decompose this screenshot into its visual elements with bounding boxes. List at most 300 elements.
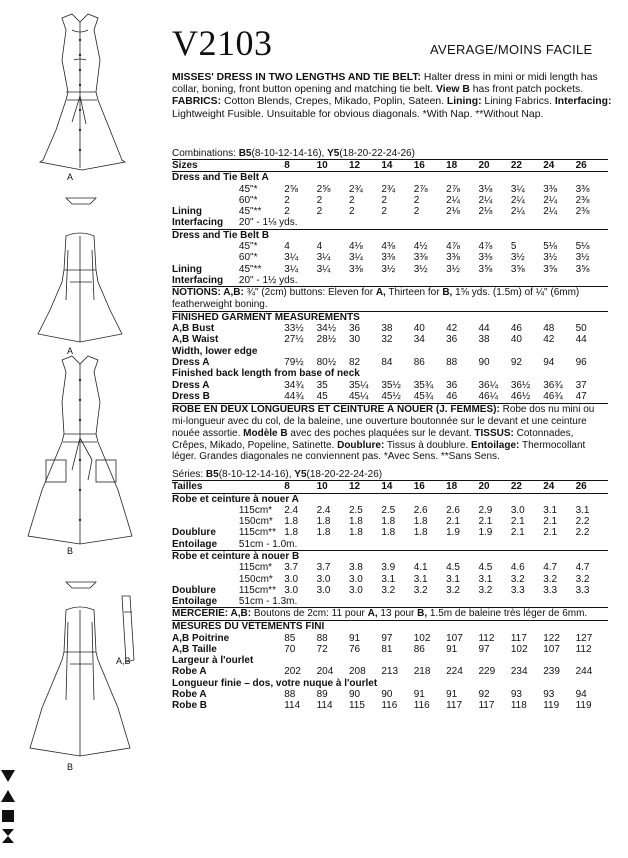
yardage-value: 3.9 <box>381 562 396 574</box>
fabric-width: 45"** <box>238 263 262 275</box>
yardage-value: 3.1 <box>446 573 460 585</box>
view-a-back-label: A <box>67 346 74 356</box>
desc-fr-interfacing-heading: Entoilage: <box>471 439 520 451</box>
yardage-value: 3¼ <box>316 263 331 275</box>
combo-b5-range: (8-10-12-14-16), <box>251 148 328 159</box>
yardage-value: 3.2 <box>478 584 493 596</box>
yardage-value: 3¼ <box>284 252 299 264</box>
desc-heading: MISSES' DRESS IN TWO LENGTHS AND TIE BELT: <box>172 72 421 83</box>
table-row <box>172 574 608 585</box>
yardage-value: 2¼ <box>510 206 525 218</box>
combo-b5: B5 <box>238 148 252 159</box>
measurement-value: 112 <box>478 632 495 644</box>
table-row <box>172 633 608 644</box>
measurement-value: 88 <box>446 357 458 369</box>
hourglass-icon[interactable] <box>0 828 16 844</box>
measurement-value: 35¾ <box>413 379 434 391</box>
measurement-value: 35¼ <box>348 379 369 391</box>
measurement-value: 40 <box>510 334 522 346</box>
yardage-value: 2 <box>413 194 420 206</box>
table-row <box>172 551 608 563</box>
measurement-value: 102 <box>510 643 528 655</box>
yardage-value: 2.1 <box>478 516 493 528</box>
measurement-value: 122 <box>543 632 560 644</box>
yardage-value: 1.8 <box>316 527 331 539</box>
size-value: 24 <box>543 481 555 493</box>
section-title: Finished back length from base of neck <box>172 368 360 380</box>
measurement-value: 213 <box>381 666 399 678</box>
measurement-value: 118 <box>510 700 527 712</box>
notions-fr-text-3: 1.5m de baleine très léger de 6mm. <box>427 608 588 620</box>
table-row <box>172 644 608 655</box>
measurement-value: 89 <box>316 689 328 701</box>
table-row <box>172 357 608 368</box>
desc-fr-lining-heading: Doublure: <box>337 439 385 451</box>
table-row <box>172 562 608 573</box>
yardage-value: 2⅞ <box>413 183 428 195</box>
yardage-value: 4.7 <box>575 562 590 574</box>
fabric-width: 115cm** <box>238 527 276 539</box>
desc-fr-heading: ROBE EN DEUX LONGUEURS ET CEINTURE À NOUER (J. FEMMES): <box>172 404 500 416</box>
combo-y5-range: (18-20-22-24-26) <box>339 148 415 159</box>
size-value: 14 <box>381 160 393 171</box>
table-row <box>172 160 608 172</box>
notions-b: B, <box>442 287 453 299</box>
yardage-value: 3.2 <box>543 573 558 585</box>
measurement-value: 234 <box>510 666 528 678</box>
view-b-front-drawing <box>28 356 132 544</box>
yardage-value: 4 <box>284 241 290 253</box>
yardage-value: 2 <box>348 206 355 218</box>
desc-lining-heading: Lining: <box>446 96 482 108</box>
measurement-value: 94 <box>543 357 555 369</box>
row-label: Entoilage <box>172 596 218 608</box>
yardage-value: 3⅜ <box>381 252 396 264</box>
table-row <box>172 621 608 633</box>
description-french <box>172 403 608 463</box>
yardage-value: 3.0 <box>348 584 363 596</box>
measurement-value: 80½ <box>316 357 337 369</box>
desc-fabrics-heading: FABRICS: <box>172 96 222 108</box>
section-title: Longueur finie – dos, votre nuque à l'ourlet <box>172 677 378 689</box>
desc-text-2: has front patch pockets. <box>469 84 584 96</box>
table-row <box>172 241 608 252</box>
description-english <box>172 72 612 121</box>
sizes-header: Sizes <box>172 160 198 171</box>
row-label: A,B Bust <box>172 323 215 335</box>
view-b-back-label: B <box>67 762 74 772</box>
table-row <box>172 481 608 493</box>
yardage-value: 3⅝ <box>478 263 493 275</box>
yardage-value: 4.6 <box>510 562 525 574</box>
measurement-value: 45½ <box>381 390 401 402</box>
measurement-value: 46¼ <box>478 390 498 402</box>
combinations-label: Combinations: <box>172 148 239 159</box>
row-label: Dress B <box>172 390 210 402</box>
combinations-line <box>172 148 608 159</box>
section-title: Dress and Tie Belt B <box>172 229 270 241</box>
table-row <box>172 172 608 184</box>
yardage-value: 3.0 <box>316 573 331 585</box>
yardage-value: 3⅝ <box>575 263 590 275</box>
measurement-value: 114 <box>316 700 333 712</box>
measurement-value: 119 <box>575 700 592 712</box>
measurement-value: 116 <box>381 700 398 712</box>
yardage-value: 1.9 <box>478 527 493 539</box>
measurement-value: 117 <box>478 700 495 712</box>
section-title: Dress and Tie Belt A <box>172 172 269 184</box>
size-value: 12 <box>348 481 361 493</box>
yardage-value: 5 <box>510 241 517 253</box>
yardage-value: 3.1 <box>543 504 558 516</box>
yardage-value: 2¾ <box>348 183 363 195</box>
measurement-value: 97 <box>381 632 393 644</box>
yardage-value: 4⅞ <box>478 241 493 253</box>
yardage-value: 1.8 <box>413 516 428 528</box>
measurement-value: 117 <box>510 632 527 644</box>
interfacing-value: 20" - 1½ yds. <box>238 274 298 286</box>
measurement-value: 92 <box>510 357 522 369</box>
section-title: MESURES DU VÊTEMENTS FINI <box>172 621 325 633</box>
yardage-value: 4⅛ <box>348 241 363 253</box>
yardage-table-english <box>172 159 608 286</box>
sizes-header: Tailles <box>172 481 203 493</box>
triangle-up-icon[interactable] <box>0 788 16 804</box>
yardage-value: 3½ <box>413 263 428 275</box>
size-value: 20 <box>478 160 490 171</box>
table-row <box>172 539 608 551</box>
view-b-back-drawing <box>30 607 130 756</box>
difficulty-label: AVERAGE/MOINS FACILE <box>430 42 593 57</box>
yardage-value: 2¼ <box>543 194 558 206</box>
measurement-value: 45 <box>316 390 328 402</box>
measurement-value: 36½ <box>510 379 531 391</box>
row-label <box>172 505 239 516</box>
yardage-value: 2 <box>348 194 355 206</box>
measurement-value: 224 <box>446 666 463 678</box>
row-label: A,B Poitrine <box>172 632 230 644</box>
size-value: 22 <box>510 160 522 171</box>
view-a-back-drawing <box>38 233 122 342</box>
measurement-value: 86 <box>413 643 425 655</box>
yardage-value: 3.0 <box>348 573 363 585</box>
yardage-value: 2¼ <box>510 194 525 206</box>
yardage-value: 5⅛ <box>575 241 590 253</box>
interfacing-value: 20" - 1⅛ yds. <box>238 217 298 229</box>
technical-drawings-column <box>0 0 160 858</box>
yardage-value: 3½ <box>543 252 558 264</box>
yardage-value: 3¼ <box>510 183 525 195</box>
measurement-value: 34½ <box>316 323 337 335</box>
size-value: 26 <box>575 160 587 171</box>
size-value: 8 <box>284 160 290 171</box>
yardage-value: 2.2 <box>575 516 590 528</box>
yardage-value: 4⅜ <box>381 241 396 253</box>
yardage-value: 4.1 <box>413 562 428 574</box>
fabric-width: 45"** <box>238 206 262 218</box>
yardage-value: 3.2 <box>413 584 428 596</box>
yardage-value: 3.8 <box>348 562 363 574</box>
interfacing-value: 51cm - 1.0m. <box>238 538 298 550</box>
yardage-value: 2⅜ <box>575 194 590 206</box>
measurement-value: 202 <box>284 666 301 678</box>
measurement-value: 107 <box>543 643 560 655</box>
measurement-value: 45¾ <box>413 390 434 402</box>
yardage-value: 3.7 <box>316 562 331 574</box>
table-row <box>172 195 608 206</box>
yardage-value: 1.9 <box>446 527 460 539</box>
row-label <box>172 562 239 573</box>
size-value: 22 <box>510 481 522 493</box>
measurement-value: 34 <box>413 334 425 346</box>
yardage-value: 3.7 <box>284 562 299 574</box>
measurement-value: 37 <box>575 379 587 391</box>
notions-text-3: 1⅝ yds. (1.5m) of ¼" (6mm) featherweight boning. <box>172 287 580 311</box>
size-value: 10 <box>316 481 328 493</box>
yardage-table-french <box>172 480 608 607</box>
desc-interfacing: Lightweight Fusible. Unsuitable for obvious diagonals. *With Nap. **Without Nap. <box>172 108 544 120</box>
notions-a: A, <box>375 287 386 299</box>
yardage-value: 2.4 <box>284 504 299 516</box>
yardage-value: 1.8 <box>284 516 299 528</box>
yardage-value: 2⅞ <box>446 183 460 195</box>
fabric-width: 115cm* <box>238 562 273 574</box>
table-row <box>172 655 608 666</box>
view-b-label: B <box>67 546 74 556</box>
measurement-value: 47 <box>575 390 587 402</box>
measurement-value: 44 <box>575 334 587 346</box>
measurement-value: 127 <box>575 632 593 644</box>
yardage-value: 1.8 <box>348 516 363 528</box>
yardage-value: 2.1 <box>446 516 460 528</box>
table-row <box>172 391 608 402</box>
desc-lining: Lining Fabrics. <box>481 96 555 108</box>
fabric-width: 150cm* <box>238 516 273 528</box>
table-row <box>172 217 608 229</box>
measurement-value: 94 <box>575 689 587 701</box>
notions-fr-b: B, <box>417 608 428 620</box>
table-row <box>172 264 608 275</box>
table-row <box>172 311 608 323</box>
yardage-value: 3⅝ <box>543 263 558 275</box>
measurement-value: 36 <box>348 323 361 335</box>
triangle-down-icon[interactable] <box>0 768 16 784</box>
table-row <box>172 689 608 700</box>
row-label <box>172 252 239 263</box>
table-row <box>172 323 608 334</box>
desc-fabrics: Cotton Blends, Crepes, Mikado, Poplin, Sateen. <box>221 96 447 108</box>
yardage-value: 3½ <box>575 252 590 264</box>
size-value: 14 <box>381 481 393 493</box>
measurement-value: 93 <box>510 689 522 701</box>
size-value: 26 <box>575 481 587 493</box>
measurement-value: 115 <box>348 700 365 712</box>
row-label: Interfacing <box>172 274 224 286</box>
table-row <box>172 368 608 379</box>
measurement-value: 91 <box>348 632 361 644</box>
yardage-value: 2¼ <box>478 194 493 206</box>
measurement-value: 36¾ <box>543 379 563 391</box>
notions-fr-text-2: 13 pour <box>377 608 418 620</box>
measurement-value: 72 <box>316 643 328 655</box>
fabric-width: 115cm** <box>238 584 276 596</box>
fabric-width: 150cm* <box>238 573 273 585</box>
table-row <box>172 184 608 195</box>
measurement-value: 36¼ <box>478 379 498 391</box>
yardage-value: 2.6 <box>413 504 428 516</box>
row-label: Entoilage <box>172 538 218 550</box>
row-label: Robe B <box>172 700 207 712</box>
measurement-value: 35 <box>316 379 328 391</box>
table-row <box>172 527 608 538</box>
yardage-value: 3.1 <box>413 573 428 585</box>
yardage-value: 3.1 <box>478 573 493 585</box>
series-label: Séries: <box>172 469 206 481</box>
measurement-value: 81 <box>381 643 393 655</box>
row-label: Lining <box>172 206 202 218</box>
interfacing-value: 51cm - 1.3m. <box>238 596 298 608</box>
yardage-value: 3⅜ <box>413 252 428 264</box>
notions-fr-heading: MERCERIE: A,B: <box>172 608 252 620</box>
fabric-width: 60"* <box>238 252 258 264</box>
yardage-value: 3½ <box>510 252 525 264</box>
yardage-value: 3⅜ <box>543 183 558 195</box>
table-row <box>172 275 608 286</box>
measurement-value: 46 <box>446 390 458 402</box>
desc-fr-view-b: Modèle B <box>243 427 288 439</box>
yardage-value: 2.1 <box>543 516 558 528</box>
yardage-value: 2.4 <box>316 504 331 516</box>
yardage-value: 3⅛ <box>478 183 493 195</box>
yardage-value: 3⅝ <box>510 263 525 275</box>
yardage-value: 3.2 <box>381 584 396 596</box>
view-ab-label: A,B <box>116 656 131 666</box>
notions-english <box>172 286 608 311</box>
measurements-table-english <box>172 311 608 402</box>
series-y5: Y5 <box>294 469 307 481</box>
measurement-value: 114 <box>284 700 301 712</box>
measurement-value: 204 <box>316 666 334 678</box>
measurement-value: 34¾ <box>284 379 304 391</box>
yardage-value: 2 <box>284 194 290 206</box>
size-value: 16 <box>413 481 425 493</box>
yardage-value: 2 <box>316 206 323 218</box>
yardage-value: 3.1 <box>575 504 590 516</box>
table-row <box>172 700 608 711</box>
yardage-value: 1.8 <box>381 527 396 539</box>
yardage-value: 2¼ <box>543 206 558 218</box>
desc-fr-fabrics: Cotonnades, Crêpes, Mikado, Popeline, Satinette. <box>172 427 574 451</box>
desc-view-b: View B <box>436 84 470 96</box>
row-label: Doublure <box>172 584 216 596</box>
measurement-value: 28½ <box>316 334 337 346</box>
row-label: Dress A <box>172 379 210 391</box>
yardage-value: 2 <box>381 194 387 206</box>
notions-text: ¾" (2cm) buttons: Eleven for <box>243 287 376 299</box>
row-label: Robe A <box>172 666 207 678</box>
yardage-value: 2 <box>381 206 387 218</box>
yardage-value: 3¼ <box>284 263 299 275</box>
measurement-value: 27½ <box>284 334 304 346</box>
measurement-value: 85 <box>284 632 296 644</box>
size-value: 12 <box>348 160 361 171</box>
yardage-value: 1.8 <box>284 527 299 539</box>
measurement-value: 91 <box>446 643 458 655</box>
measurement-value: 32 <box>381 334 393 346</box>
fabric-width: 45"* <box>238 183 258 195</box>
table-row <box>172 666 608 677</box>
row-label: A,B Waist <box>172 334 219 346</box>
yardage-value: 1.8 <box>413 527 428 539</box>
measurement-value: 35½ <box>381 379 401 391</box>
measurement-value: 76 <box>348 643 361 655</box>
measurement-value: 30 <box>348 334 361 346</box>
measurement-value: 116 <box>413 700 430 712</box>
yardage-value: 3⅜ <box>348 263 363 275</box>
desc-fr-text-2: avec des poches plaquées sur le devant. <box>287 427 475 439</box>
series-line <box>172 469 608 480</box>
row-label: A,B Taille <box>172 643 217 655</box>
table-row <box>172 678 608 689</box>
measurement-value: 96 <box>575 357 587 369</box>
measurement-value: 84 <box>381 357 393 369</box>
yardage-value: 2¼ <box>446 194 460 206</box>
square-icon[interactable] <box>0 808 16 824</box>
measurement-value: 239 <box>543 666 560 678</box>
measurement-value: 91 <box>446 689 458 701</box>
table-row <box>172 252 608 263</box>
measurement-value: 70 <box>284 643 296 655</box>
yardage-value: 4½ <box>413 241 428 253</box>
size-value: 20 <box>478 481 490 493</box>
size-value: 16 <box>413 160 425 171</box>
table-row <box>172 493 608 505</box>
measurement-value: 112 <box>575 643 592 655</box>
measurement-value: 46 <box>510 323 522 335</box>
notions-french <box>172 607 608 620</box>
measurement-value: 44¾ <box>284 390 304 402</box>
yardage-value: 3.3 <box>575 584 590 596</box>
yardage-value: 3⅜ <box>446 252 460 264</box>
yardage-value: 1.8 <box>316 516 331 528</box>
yardage-value: 4.5 <box>478 562 493 574</box>
collar-piece-b-drawing <box>66 582 96 588</box>
size-value: 18 <box>446 160 458 171</box>
table-row <box>172 380 608 391</box>
row-label: Doublure <box>172 527 216 539</box>
combo-y5: Y5 <box>327 148 340 159</box>
measurement-value: 90 <box>381 689 393 701</box>
yardage-value: 3¼ <box>316 252 331 264</box>
measurement-value: 107 <box>446 632 463 644</box>
measurement-value: 38 <box>381 323 393 335</box>
yardage-value: 2.6 <box>446 504 460 516</box>
size-value: 24 <box>543 160 555 171</box>
table-row <box>172 585 608 596</box>
measurement-value: 46¾ <box>543 390 563 402</box>
series-b5-range: (8-10-12-14-16), <box>218 469 295 481</box>
pattern-number: V2103 <box>172 23 273 63</box>
measurement-value: 88 <box>316 632 328 644</box>
measurement-value: 38 <box>478 334 490 346</box>
technical-drawings <box>0 0 160 858</box>
measurement-value: 48 <box>543 323 555 335</box>
yardage-value: 2⅜ <box>575 206 590 218</box>
yardage-value: 2.9 <box>478 504 493 516</box>
desc-fr-text: Robe dos nu mini ou mi-longueur avec du col, de la baleine, une ouverture boutonnée sur le devant et une ceinture nouée assortie. <box>172 404 595 439</box>
table-row <box>172 229 608 241</box>
tie-belt-drawing <box>122 596 134 662</box>
